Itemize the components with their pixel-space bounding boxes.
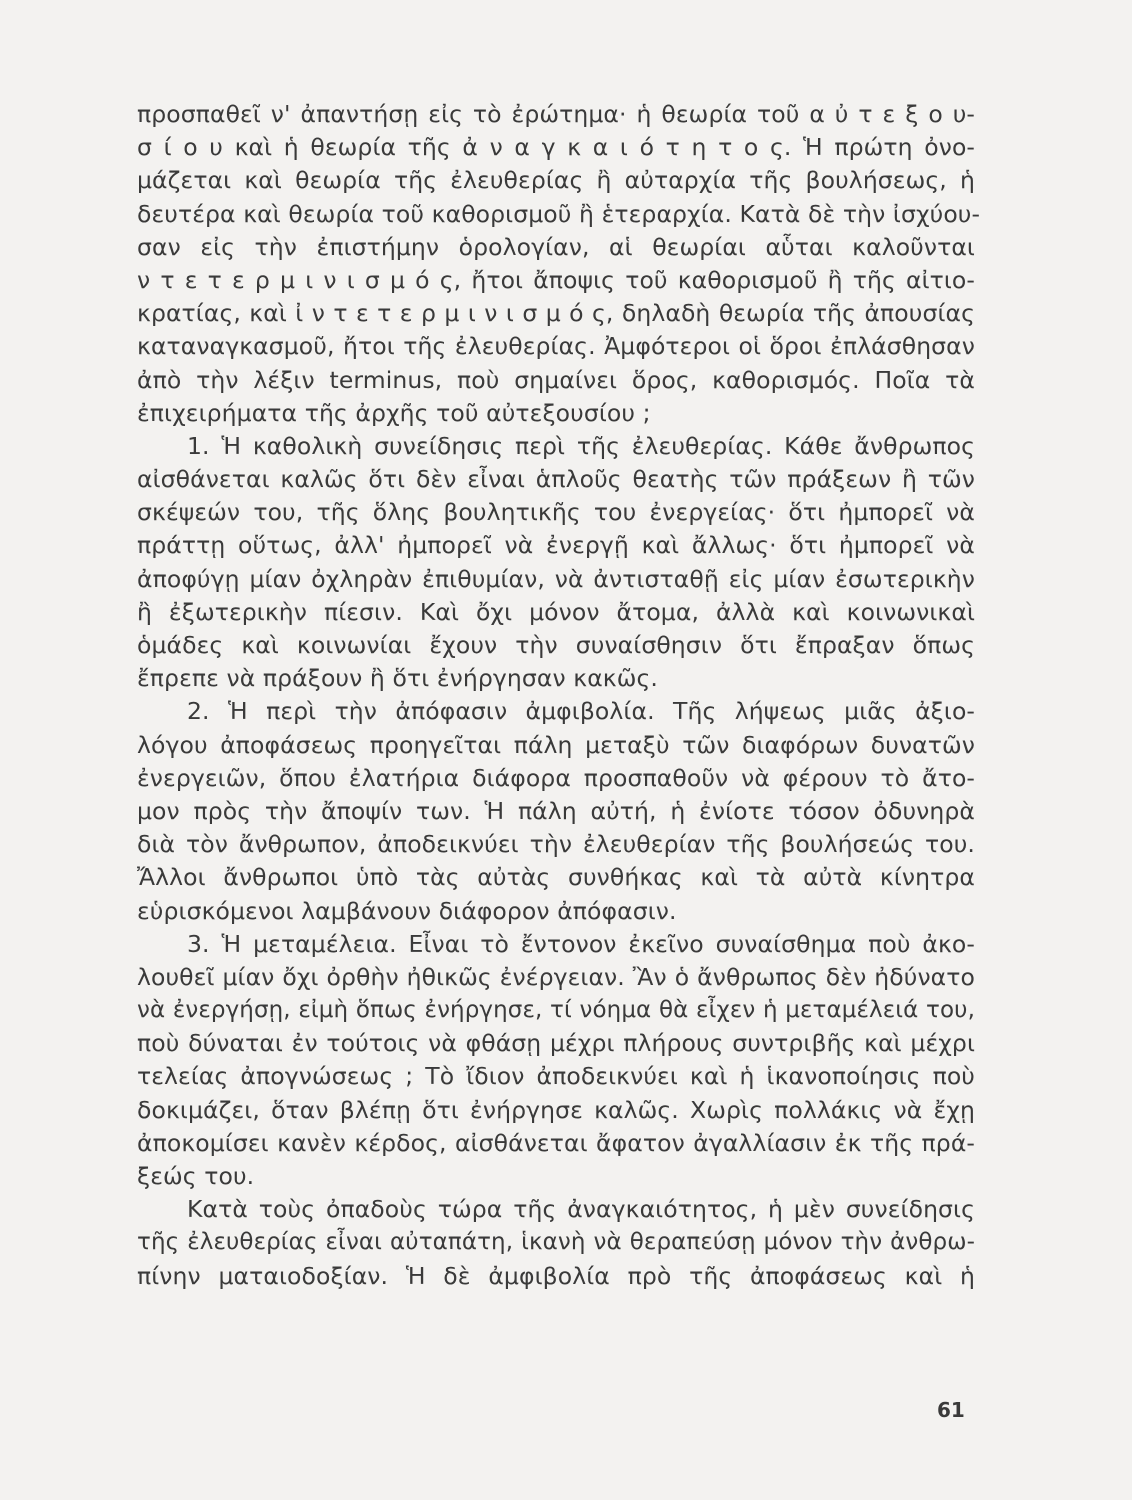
text-line: ἀποφύγῃ μίαν ὀχληρὰν ἐπιθυμίαν, νὰ ἀντισταθῇ εἰς μίαν ἐσωτερικὴν	[137, 564, 975, 593]
text-line: λόγου ἀποφάσεως προηγεῖται πάλη μεταξὺ τῶν διαφόρων δυνατῶν	[137, 730, 975, 759]
text-line: ἐπιχειρήματα τῆς ἀρχῆς τοῦ αὐτεξουσίου ;	[137, 398, 651, 427]
text-line: 2. Ἡ περὶ τὴν ἀπόφασιν ἀμφιβολία. Τῆς λήψεως μιᾶς ἀξιο-	[187, 697, 975, 726]
text-line: εὑρισκόμενοι λαμβάνουν διάφορον ἀπόφασιν.	[137, 896, 677, 925]
text-line: σ ί ο υ καὶ ἡ θεωρία τῆς ἀ ν α γ κ α ι ό τ η τ ο ς. Ἡ πρώτη ὀνο-	[137, 133, 975, 162]
text-line: καταναγκασμοῦ, ἤτοι τῆς ἐλευθερίας. Ἀμφότεροι οἱ ὅροι ἐπλάσθησαν	[137, 332, 975, 361]
page-number: 61	[937, 1398, 965, 1422]
text-line: δευτέρα καὶ θεωρία τοῦ καθορισμοῦ ἢ ἑτεραρχία. Κατὰ δὲ τὴν ἰσχύου-	[137, 199, 981, 228]
text-line: νὰ ἐνεργήσῃ, εἰμὴ ὅπως ἐνήργησε, τί νόημα θὰ εἶχεν ἡ μεταμέλειά του,	[137, 997, 975, 1024]
text-line: τελείας ἀπογνώσεως ; Τὸ ἴδιον ἀποδεικνύει καὶ ἡ ἱκανοποίησις ποὺ	[137, 1062, 975, 1091]
text-line: σαν εἰς τὴν ἐπιστήμην ὁρολογίαν, αἱ θεωρίαι αὗται καλοῦνται	[137, 232, 975, 261]
text-line: μον πρὸς τὴν ἄποψίν των. Ἡ πάλη αὐτή, ἡ ἐνίοτε τόσον ὀδυνηρὰ	[137, 796, 975, 825]
text-line: 1. Ἡ καθολικὴ συνείδησις περὶ τῆς ἐλευθερίας. Κάθε ἄνθρωπος	[187, 431, 975, 460]
text-line: ἢ ἐξωτερικὴν πίεσιν. Καὶ ὄχι μόνον ἄτομα, ἀλλὰ καὶ κοινωνικαὶ	[137, 597, 975, 626]
text-line: ξεώς του.	[137, 1162, 255, 1190]
text-line: λουθεῖ μίαν ὄχι ὀρθὴν ἠθικῶς ἐνέργειαν. Ἂν ὁ ἄνθρωπος δὲν ἠδύνατο	[137, 962, 975, 991]
text-line: Ἄλλοι ἄνθρωποι ὑπὸ τὰς αὐτὰς συνθήκας καὶ τὰ αὐτὰ κίνητρα	[137, 863, 975, 892]
text-line: ὁμάδες καὶ κοινωνίαι ἔχουν τὴν συναίσθησιν ὅτι ἔπραξαν ὅπως	[137, 631, 975, 659]
text-line: ἔπρεπε νὰ πράξουν ἢ ὅτι ἐνήργησαν κακῶς.	[137, 664, 658, 693]
text-line: αἰσθάνεται καλῶς ὅτι δὲν εἶναι ἁπλοῦς θεατὴς τῶν πράξεων ἢ τῶν	[137, 465, 975, 494]
text-line: μάζεται καὶ θεωρία τῆς ἐλευθερίας ἢ αὐταρχία τῆς βουλήσεως, ἡ	[137, 166, 975, 195]
text-line: δοκιμάζει, ὅταν βλέπῃ ὅτι ἐνήργησε καλῶς. Χωρὶς πολλάκις νὰ ἔχῃ	[137, 1095, 975, 1124]
text-line: διὰ τὸν ἄνθρωπον, ἀποδεικνύει τὴν ἐλευθερίαν τῆς βουλήσεώς του.	[137, 830, 975, 859]
text-line: κρατίας, καὶ ἰ ν τ ε τ ε ρ μ ι ν ι σ μ ό ς, δηλαδὴ θεωρία τῆς ἀπουσίας	[137, 299, 975, 328]
text-line: σκέψεών του, τῆς ὅλης βουλητικῆς του ἐνεργείας· ὅτι ἠμπορεῖ νὰ	[137, 498, 975, 527]
text-line: πράττῃ οὕτως, ἀλλ' ἠμπορεῖ νὰ ἐνεργῇ καὶ ἄλλως· ὅτι ἠμπορεῖ νὰ	[137, 531, 975, 560]
text-line: ἐνεργειῶν, ὅπου ἐλατήρια διάφορα προσπαθοῦν νὰ φέρουν τὸ ἄτο-	[137, 763, 975, 792]
body-text	[137, 98, 981, 1293]
text-line: πίνην ματαιοδοξίαν. Ἡ δὲ ἀμφιβολία πρὸ τῆς ἀποφάσεως καὶ ἡ	[137, 1261, 975, 1290]
text-line: Κατὰ τοὺς ὀπαδοὺς τώρα τῆς ἀναγκαιότητος, ἡ μὲν συνείδησις	[187, 1195, 975, 1224]
text-line: προσπαθεῖ ν' ἀπαντήσῃ εἰς τὸ ἐρώτημα· ἡ θεωρία τοῦ α ὐ τ ε ξ ο υ-	[137, 100, 975, 128]
text-line: ποὺ δύναται ἐν τούτοις νὰ φθάσῃ μέχρι πλήρους συντριβῆς καὶ μέχρι	[137, 1029, 975, 1058]
text-line: ἀποκομίσει κανὲν κέρδος, αἰσθάνεται ἄφατον ἀγαλλίασιν ἐκ τῆς πρά-	[137, 1128, 975, 1157]
text-line: ν τ ε τ ε ρ μ ι ν ι σ μ ό ς, ἤτοι ἄποψις τοῦ καθορισμοῦ ἢ τῆς αἰτιο-	[137, 265, 975, 294]
text-line: ἀπὸ τὴν λέξιν terminus, ποὺ σημαίνει ὅρος, καθορισμός. Ποῖα τὰ	[137, 365, 975, 394]
text-line: 3. Ἡ μεταμέλεια. Εἶναι τὸ ἔντονον ἐκεῖνο συναίσθημα ποὺ ἀκο-	[187, 929, 975, 958]
text-line: τῆς ἐλευθερίας εἶναι αὐταπάτη, ἱκανὴ νὰ θεραπεύσῃ μόνον τὴν ἀνθρω-	[137, 1229, 975, 1256]
